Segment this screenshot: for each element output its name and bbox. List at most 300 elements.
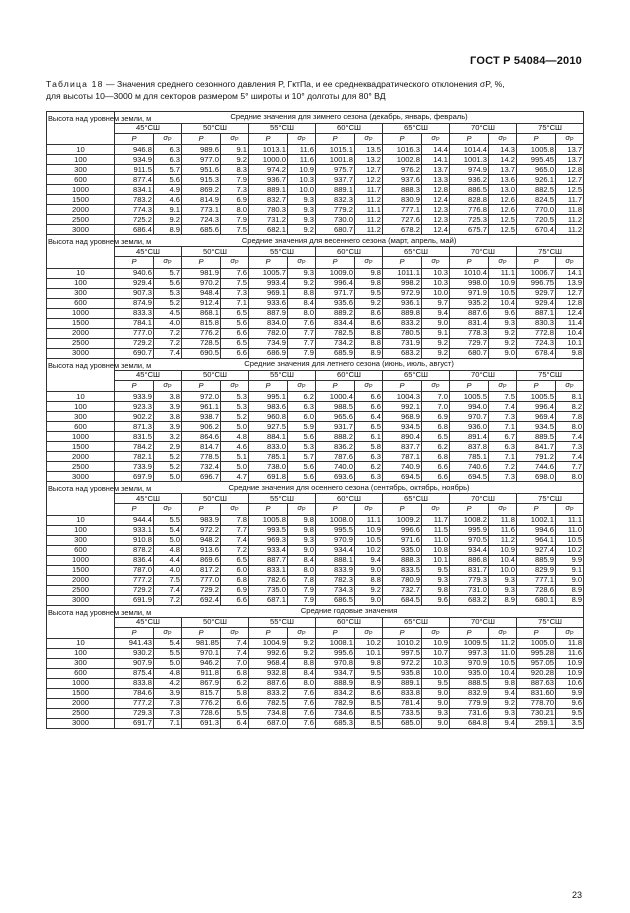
pressure-cell: 884.1 [249, 432, 288, 442]
pressure-symbol: P [316, 380, 355, 391]
pressure-cell: 731.0 [450, 585, 489, 595]
pressure-cell: 936.2 [450, 175, 489, 185]
pressure-cell: 936.0 [450, 422, 489, 432]
sigma-cell: 5.0 [221, 422, 249, 432]
sigma-cell: 8.6 [355, 318, 383, 328]
symbol-row [47, 257, 584, 268]
sigma-cell: 4.4 [154, 555, 182, 565]
pressure-cell: 888.3 [383, 185, 422, 195]
sigma-symbol [422, 257, 450, 268]
pressure-cell: 1000.4 [316, 392, 355, 402]
altitude-cell: 3000 [47, 472, 115, 482]
altitude-cell: 2000 [47, 328, 115, 338]
pressure-cell: 889.1 [383, 679, 422, 689]
sigma-cell: 9.2 [288, 278, 316, 288]
table-caption [46, 78, 586, 102]
sigma-cell: 7.7 [288, 338, 316, 348]
pressure-cell: 869.2 [182, 185, 221, 195]
sigma-cell: 12.5 [556, 185, 584, 195]
sigma-cell: 9.5 [556, 709, 584, 719]
pressure-cell: 888.3 [383, 555, 422, 565]
pressure-cell: 970.5 [450, 535, 489, 545]
pressure-cell: 785.1 [450, 452, 489, 462]
pressure-cell: 948.4 [182, 288, 221, 298]
pressure-cell: 833.8 [115, 679, 154, 689]
page-number: 23 [571, 890, 582, 900]
sigma-cell: 6.2 [355, 462, 383, 472]
sigma-cell: 7.4 [556, 452, 584, 462]
sigma-symbol [355, 627, 383, 638]
sigma-cell: 9.8 [489, 679, 517, 689]
sigma-cell: 9.3 [288, 535, 316, 545]
sigma-symbol [288, 380, 316, 391]
pressure-cell: 694.5 [383, 472, 422, 482]
sigma-cell: 7.9 [221, 175, 249, 185]
pressure-symbol: P [182, 134, 221, 145]
latitude-header: 55°СШ [249, 617, 316, 627]
pressure-cell: 725.3 [450, 215, 489, 225]
pressure-cell: 831.4 [450, 318, 489, 328]
pressure-symbol: P [383, 257, 422, 268]
pressure-cell: 929.4 [115, 278, 154, 288]
sigma-cell: 10.5 [489, 288, 517, 298]
pressure-cell: 934.7 [316, 669, 355, 679]
sigma-cell: 9.3 [422, 575, 450, 585]
latitude-header: 75°СШ [517, 370, 584, 380]
pressure-cell: 913.6 [182, 545, 221, 555]
sigma-symbol [489, 257, 517, 268]
pressure-cell: 776.2 [182, 328, 221, 338]
pressure-cell: 685.0 [383, 719, 422, 729]
sigma-cell: 10.7 [422, 649, 450, 659]
pressure-cell: 1016.3 [383, 145, 422, 155]
sigma-cell: 5.2 [154, 298, 182, 308]
sigma-cell: 13.6 [489, 175, 517, 185]
sigma-cell: 13.2 [355, 155, 383, 165]
table-row [47, 699, 584, 709]
symbol-row [47, 380, 584, 391]
pressure-cell: 935.0 [383, 545, 422, 555]
sigma-cell: 9.2 [154, 215, 182, 225]
pressure-cell: 831.5 [115, 432, 154, 442]
sigma-cell: 5.6 [221, 318, 249, 328]
altitude-cell: 600 [47, 545, 115, 555]
sigma-cell: 9.2 [489, 699, 517, 709]
pressure-symbol: P [450, 627, 489, 638]
pressure-cell: 889.1 [249, 185, 288, 195]
sigma-cell: 5.7 [154, 165, 182, 175]
sigma-symbol [288, 134, 316, 145]
pressure-cell: 977.0 [182, 155, 221, 165]
pressure-cell: 1014.4 [450, 145, 489, 155]
pressure-cell: 685.6 [182, 225, 221, 235]
sigma-cell: 10.1 [556, 338, 584, 348]
pressure-cell: 828.8 [450, 195, 489, 205]
table-row [47, 442, 584, 452]
sigma-glyph: σ [565, 133, 571, 142]
pressure-cell: 972.0 [182, 392, 221, 402]
sigma-cell: 8.4 [288, 669, 316, 679]
pressure-cell: 733.9 [115, 462, 154, 472]
pressure-symbol: P [517, 504, 556, 515]
sigma-cell: 9.9 [556, 689, 584, 699]
sigma-cell: 6.3 [154, 155, 182, 165]
sigma-cell: 7.6 [221, 268, 249, 278]
sigma-cell: 10.9 [355, 525, 383, 535]
pressure-cell: 685.3 [316, 719, 355, 729]
sigma-cell: 13.7 [556, 155, 584, 165]
sigma-cell: 10.5 [355, 535, 383, 545]
pressure-symbol: P [182, 380, 221, 391]
pressure-cell: 1011.1 [383, 268, 422, 278]
sigma-cell: 5.0 [154, 659, 182, 669]
sigma-cell: 7.3 [489, 412, 517, 422]
sigma-cell: 9.3 [288, 205, 316, 215]
pressure-cell: 974.2 [249, 165, 288, 175]
sigma-cell: 8.8 [288, 288, 316, 298]
sigma-cell: 8.1 [556, 392, 584, 402]
sigma-cell: 5.5 [154, 515, 182, 525]
pressure-cell: 961.1 [182, 402, 221, 412]
sigma-cell: 5.3 [288, 442, 316, 452]
pressure-cell: 779.9 [450, 699, 489, 709]
pressure-cell: 728.5 [182, 338, 221, 348]
pressure-cell: 720.5 [517, 215, 556, 225]
sigma-glyph: σ [230, 626, 235, 636]
pressure-symbol: P [450, 504, 489, 515]
pressure-cell: 882.5 [517, 185, 556, 195]
pressure-cell: 784.2 [115, 442, 154, 452]
latitude-header: 65°СШ [383, 370, 450, 380]
sigma-cell: 8.9 [556, 585, 584, 595]
sigma-cell: 6.0 [288, 412, 316, 422]
sigma-cell: 7.0 [422, 402, 450, 412]
pressure-cell: 782.5 [316, 328, 355, 338]
sigma-cell: 9.3 [489, 585, 517, 595]
table-row [47, 422, 584, 432]
pressure-cell: 731.9 [383, 338, 422, 348]
altitude-cell: 1500 [47, 195, 115, 205]
pressure-symbol: P [249, 257, 288, 268]
sigma-cell: 10.9 [422, 639, 450, 649]
sigma-cell: 2.9 [154, 442, 182, 452]
pressure-cell: 972.2 [383, 659, 422, 669]
sigma-glyph: σ [163, 503, 168, 513]
pressure-cell: 784.6 [115, 689, 154, 699]
sigma-symbol [154, 134, 182, 145]
pressure-cell: 934.5 [383, 422, 422, 432]
pressure-cell: 957.05 [517, 659, 556, 669]
sigma-glyph: σ [431, 626, 436, 636]
sigma-cell: 7.2 [489, 462, 517, 472]
sigma-cell: 8.0 [556, 422, 584, 432]
sigma-cell: 5.6 [288, 432, 316, 442]
pressure-cell: 970.7 [450, 412, 489, 422]
sigma-cell: 11.5 [422, 525, 450, 535]
sigma-cell: 13.3 [422, 175, 450, 185]
pressure-cell: 684.8 [450, 719, 489, 729]
sigma-cell: 7.5 [221, 225, 249, 235]
sigma-cell: 8.0 [221, 205, 249, 215]
sigma-cell: 13.0 [489, 185, 517, 195]
pressure-cell: 993.4 [249, 278, 288, 288]
pressure-cell: 992.6 [249, 649, 288, 659]
pressure-cell: 995.28 [517, 649, 556, 659]
pressure-cell: 729.7 [450, 338, 489, 348]
sigma-glyph: σ [230, 503, 235, 513]
altitude-cell: 2000 [47, 575, 115, 585]
sigma-glyph: σ [364, 626, 369, 636]
sigma-cell: 11.2 [489, 639, 517, 649]
sigma-cell: 10.4 [489, 669, 517, 679]
pressure-cell: 833.1 [249, 565, 288, 575]
sigma-cell: 5.1 [221, 452, 249, 462]
pressure-cell: 698.0 [517, 472, 556, 482]
height-column-header: Высота над уровнем земли, м [47, 358, 115, 391]
latitude-header: 75°СШ [517, 124, 584, 134]
sigma-cell: 10.4 [489, 298, 517, 308]
sigma-cell: 7.4 [489, 402, 517, 412]
sigma-glyph: σ [163, 626, 168, 636]
pressure-cell: 784.1 [115, 318, 154, 328]
pressure-cell: 971.9 [450, 288, 489, 298]
table-row [47, 298, 584, 308]
pressure-cell: 782.0 [249, 328, 288, 338]
pressure-cell: 837.8 [450, 442, 489, 452]
pressure-cell: 832.9 [450, 689, 489, 699]
sigma-cell: 4.0 [154, 565, 182, 575]
sigma-cell: 5.2 [154, 452, 182, 462]
pressure-cell: 730.21 [517, 709, 556, 719]
pressure-cell: 1005.7 [249, 268, 288, 278]
pressure-cell: 971.7 [316, 288, 355, 298]
latitude-header: 65°СШ [383, 617, 450, 627]
sigma-subscript: P [234, 507, 239, 514]
sigma-subscript: P [301, 507, 306, 514]
section-header-row [47, 235, 584, 247]
pressure-cell: 933.9 [115, 392, 154, 402]
pressure-cell: 995.1 [249, 392, 288, 402]
pressure-cell: 740.0 [316, 462, 355, 472]
pressure-cell: 830.9 [383, 195, 422, 205]
sigma-cell: 5.7 [288, 452, 316, 462]
sigma-cell: 11.2 [355, 195, 383, 205]
sigma-subscript: P [368, 137, 373, 143]
altitude-cell: 3000 [47, 348, 115, 358]
sigma-cell: 9.8 [556, 348, 584, 358]
pressure-cell: 693.6 [316, 472, 355, 482]
sigma-subscript: P [435, 507, 440, 514]
sigma-cell: 6.2 [221, 679, 249, 689]
sigma-cell: 10.5 [556, 535, 584, 545]
pressure-cell: 834.0 [249, 318, 288, 328]
sigma-subscript: P [234, 383, 239, 390]
sigma-cell: 9.3 [489, 575, 517, 585]
sigma-cell: 7.1 [221, 298, 249, 308]
pressure-cell: 902.2 [115, 412, 154, 422]
sigma-symbol [154, 257, 182, 268]
sigma-cell: 5.9 [288, 422, 316, 432]
pressure-cell: 965.6 [316, 412, 355, 422]
sigma-cell: 10.2 [355, 639, 383, 649]
table-row [47, 348, 584, 358]
pressure-cell: 836.4 [115, 555, 154, 565]
sigma-cell: 3.8 [154, 392, 182, 402]
sigma-cell: 5.3 [221, 402, 249, 412]
pressure-cell: 777.2 [115, 699, 154, 709]
sigma-cell: 12.6 [489, 205, 517, 215]
sigma-cell: 8.9 [355, 679, 383, 689]
sigma-cell: 6.3 [154, 145, 182, 155]
sigma-glyph: σ [297, 379, 302, 389]
sigma-cell: 6.9 [221, 585, 249, 595]
season-title: Средние годовые значения [115, 605, 584, 617]
pressure-cell: 682.1 [249, 225, 288, 235]
latitude-header: 60°СШ [316, 124, 383, 134]
pressure-cell: 970.2 [182, 278, 221, 288]
pressure-cell: 780.3 [249, 205, 288, 215]
sigma-glyph: σ [163, 379, 168, 389]
sigma-cell: 13.7 [422, 165, 450, 175]
pressure-cell: 1005.0 [517, 639, 556, 649]
altitude-cell: 2500 [47, 215, 115, 225]
sigma-cell: 8.8 [355, 575, 383, 585]
table-row [47, 689, 584, 699]
sigma-cell: 8.4 [288, 555, 316, 565]
latitude-header: 75°СШ [517, 247, 584, 257]
pressure-cell: 833.5 [383, 565, 422, 575]
pressure-cell: 1009.5 [450, 639, 489, 649]
pressure-cell: 694.5 [450, 472, 489, 482]
sigma-cell: 11.6 [288, 145, 316, 155]
pressure-cell: 968.9 [383, 412, 422, 422]
sigma-cell: 11.2 [355, 225, 383, 235]
section-header-row [47, 112, 584, 124]
sigma-cell: 9.2 [221, 155, 249, 165]
sigma-subscript: P [167, 137, 172, 143]
pressure-cell: 782.3 [316, 575, 355, 585]
pressure-cell: 833.2 [383, 318, 422, 328]
pressure-cell: 773.1 [182, 205, 221, 215]
pressure-cell: 833.0 [249, 442, 288, 452]
sigma-subscript: P [502, 507, 507, 514]
altitude-cell: 3000 [47, 595, 115, 605]
sigma-glyph: σ [431, 503, 436, 513]
latitude-header: 45°СШ [115, 124, 182, 134]
pressure-cell: 998.0 [450, 278, 489, 288]
sigma-glyph: σ [565, 503, 571, 513]
pressure-cell: 997.5 [383, 649, 422, 659]
pressure-cell: 911.5 [115, 165, 154, 175]
latitude-header: 65°СШ [383, 124, 450, 134]
pressure-cell: 972.9 [383, 288, 422, 298]
sigma-cell: 11.1 [355, 515, 383, 525]
sigma-symbol [221, 134, 249, 145]
sigma-cell: 6.6 [221, 699, 249, 709]
pressure-cell: 887.6 [249, 679, 288, 689]
latitude-header: 65°СШ [383, 247, 450, 257]
table-row [47, 318, 584, 328]
pressure-cell: 1000.0 [249, 155, 288, 165]
sigma-subscript: P [435, 630, 440, 637]
pressure-cell: 1010.2 [383, 639, 422, 649]
sigma-cell: 4.6 [154, 195, 182, 205]
pressure-cell: 815.7 [182, 689, 221, 699]
sigma-cell: 3.8 [154, 412, 182, 422]
latitude-header: 75°СШ [517, 617, 584, 627]
altitude-cell: 1000 [47, 432, 115, 442]
sigma-cell: 5.2 [154, 462, 182, 472]
pressure-cell: 1005.8 [249, 515, 288, 525]
pressure-cell: 776.2 [182, 699, 221, 709]
sigma-cell: 7.5 [154, 575, 182, 585]
sigma-glyph: σ [565, 256, 571, 266]
table-row [47, 535, 584, 545]
pressure-cell: 814.7 [182, 442, 221, 452]
sigma-cell: 9.5 [355, 669, 383, 679]
sigma-cell: 11.8 [556, 205, 584, 215]
sigma-cell: 7.4 [556, 432, 584, 442]
sigma-glyph: σ [431, 133, 436, 142]
pressure-cell: 887.9 [249, 308, 288, 318]
pressure-cell: 936.1 [383, 298, 422, 308]
sigma-cell: 10.4 [489, 555, 517, 565]
pressure-cell: 940.6 [115, 268, 154, 278]
sigma-cell: 8.5 [355, 699, 383, 709]
pressure-cell: 1008.1 [316, 639, 355, 649]
sigma-cell: 9.2 [355, 298, 383, 308]
pressure-cell: 791.2 [517, 452, 556, 462]
sigma-symbol [288, 504, 316, 515]
sigma-symbol [422, 627, 450, 638]
sigma-cell: 10.1 [422, 555, 450, 565]
altitude-cell: 2000 [47, 699, 115, 709]
sigma-symbol [489, 627, 517, 638]
sigma-cell: 7.3 [221, 288, 249, 298]
pressure-cell: 907.9 [115, 659, 154, 669]
sigma-glyph: σ [230, 133, 235, 142]
pressure-cell: 1013.1 [249, 145, 288, 155]
pressure-cell: 996.4 [316, 278, 355, 288]
pressure-cell: 946.8 [115, 145, 154, 155]
sigma-cell: 12.8 [422, 185, 450, 195]
sigma-cell: 3.9 [154, 689, 182, 699]
sigma-cell: 4.8 [154, 669, 182, 679]
table-row [47, 402, 584, 412]
sigma-cell: 6.6 [422, 462, 450, 472]
sigma-cell: 9.1 [422, 328, 450, 338]
pressure-symbol: P [316, 134, 355, 145]
pressure-symbol: P [182, 504, 221, 515]
pressure-cell: 1008.2 [450, 515, 489, 525]
sigma-cell: 8.5 [355, 709, 383, 719]
height-column-header: Высота над уровнем земли, м [47, 235, 115, 268]
season-title: Средние значения для зимнего сезона (декабрь, январь, февраль) [115, 112, 584, 124]
sigma-subscript: P [570, 383, 574, 390]
sigma-symbol [221, 257, 249, 268]
pressure-cell: 730.0 [316, 215, 355, 225]
pressure-cell: 687.0 [249, 719, 288, 729]
section-header-row [47, 482, 584, 494]
sigma-cell: 6.3 [489, 442, 517, 452]
altitude-cell: 1500 [47, 565, 115, 575]
sigma-cell: 13.7 [489, 165, 517, 175]
table-row [47, 649, 584, 659]
pressure-symbol: P [115, 504, 154, 515]
latitude-header: 70°СШ [450, 370, 517, 380]
sigma-cell: 11.0 [422, 535, 450, 545]
pressure-cell: 732.7 [383, 585, 422, 595]
